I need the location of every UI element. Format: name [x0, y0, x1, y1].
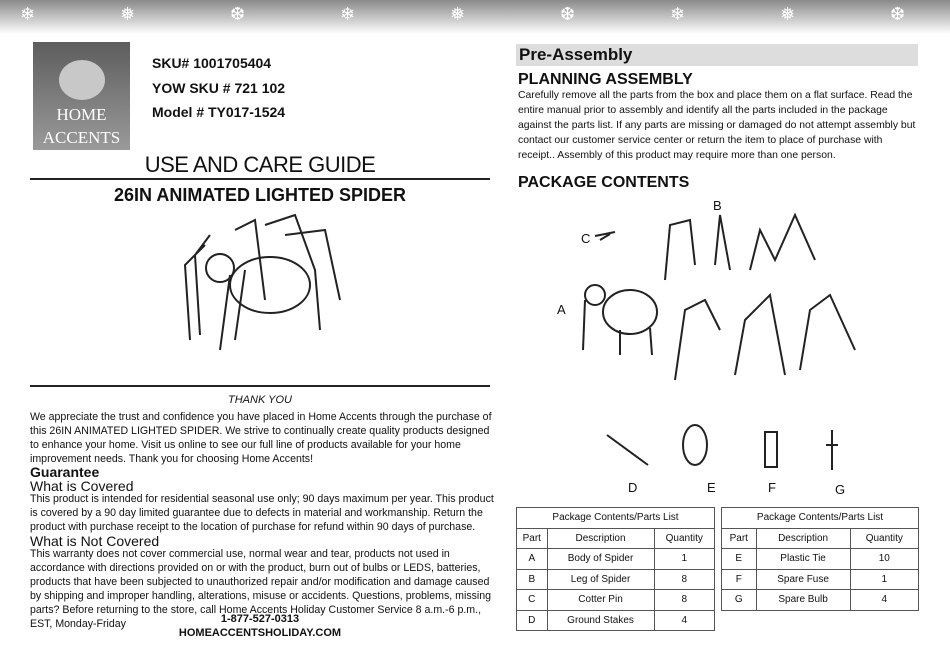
table-row — [517, 569, 715, 590]
cell: Body of Spider — [547, 549, 654, 570]
table-title: Package Contents/Parts List — [517, 508, 715, 529]
cell: Ground Stakes — [547, 610, 654, 631]
table-row — [517, 610, 715, 631]
cell: Spare Bulb — [756, 590, 850, 611]
not-covered-text: This warranty does not cover commercial use, normal wear and tear, products not used in accordance with directions provided on or with the product, burn out of bulbs or LEDS, batteries, products that have been subjected to unauthorized repair and/or modification and damage caused by shipping and improper handling, alterations, misuse or accidents. Questions, problems, missing parts? Before returning to the store, call Home Accents Holiday Customer Service 8 a.m.-6 p.m., EST, Monday-Friday — [30, 548, 492, 630]
guarantee-heading: Guarantee — [30, 464, 100, 480]
cell: Leg of Spider — [547, 569, 654, 590]
cell: 8 — [654, 569, 714, 590]
cell: Plastic Tie — [756, 549, 850, 570]
cell: G — [722, 590, 757, 611]
label-c: C — [581, 231, 591, 246]
col-description: Description — [756, 528, 850, 549]
cell: C — [517, 590, 548, 611]
cell: 4 — [850, 590, 918, 611]
phone: 1-877-527-0313 — [220, 613, 300, 625]
col-part: Part — [722, 528, 757, 549]
parts-illustration — [570, 200, 920, 480]
divider — [30, 385, 490, 387]
cell: Spare Fuse — [756, 569, 850, 590]
product-name: 26IN ANIMATED LIGHTED SPIDER — [113, 185, 407, 205]
planning-text: Carefully remove all the parts from the box and place them on a flat surface. Read the entire manual prior to assembly and identify all the parts included in the package against the parts list. If any parts are missing or damaged do not attempt assembly but contact our customer service center or return the item to place of purchase with receipt.. Assembly of this product may require more than one person. — [518, 90, 916, 161]
cell: D — [517, 610, 548, 631]
thank-you: THANK YOU — [228, 394, 292, 406]
cell: 1 — [654, 549, 714, 570]
col-part: Part — [517, 528, 548, 549]
parts-table-1 — [516, 507, 715, 631]
not-covered-heading: What is Not Covered — [30, 533, 160, 549]
pumpkin-cat-icon — [59, 60, 105, 100]
cell: 10 — [850, 549, 918, 570]
table-row — [517, 549, 715, 570]
covered-heading: What is Covered — [30, 478, 134, 494]
label-f: F — [768, 480, 776, 495]
table-row — [722, 569, 919, 590]
cell: Cotter Pin — [547, 590, 654, 611]
guide-title: USE AND CARE GUIDE — [144, 152, 376, 177]
col-description: Description — [547, 528, 654, 549]
cell: E — [722, 549, 757, 570]
label-a: A — [557, 302, 566, 317]
table-row — [722, 549, 919, 570]
cell: F — [722, 569, 757, 590]
cell: 4 — [654, 610, 714, 631]
label-e: E — [707, 480, 716, 495]
covered-text: This product is intended for residential seasonal use only; 90 days maximum per year. This product is covered by a 90 day limited guarantee due to defects in material and workmanship. Return the product with purchase receipt to the location of purchase for refund within 90 days of purchase. — [30, 493, 494, 533]
model-number: Model # TY017-1524 — [152, 104, 286, 120]
logo-text-home: HOME — [56, 105, 107, 124]
parts-table-2 — [721, 507, 919, 611]
intro-text: We appreciate the trust and confidence you have placed in Home Accents through the purchase of this 26IN ANIMATED LIGHTED SPIDER. We strive to continually create quality products designed to enhance your home. Visit us online to see our full line of products available for your home improvement needs. Thank you for choosing Home Accents! — [30, 411, 492, 465]
cell: 8 — [654, 590, 714, 611]
cell: B — [517, 569, 548, 590]
section-title: Pre-Assembly — [516, 44, 918, 66]
website[interactable]: HOMEACCENTSHOLIDAY.COM — [178, 627, 342, 639]
home-accents-logo — [33, 42, 130, 150]
col-quantity: Quantity — [850, 528, 918, 549]
label-g: G — [835, 482, 846, 497]
snowflake-banner: ❄ ❅ ❆ ❄ ❅ ❆ ❄ ❅ ❆ — [0, 0, 950, 34]
table-title: Package Contents/Parts List — [722, 508, 919, 529]
label-d: D — [628, 480, 638, 495]
cell: A — [517, 549, 548, 570]
logo-text-accents: ACCENTS — [42, 128, 121, 147]
table-row — [722, 590, 919, 611]
label-b: B — [713, 198, 722, 213]
spider-illustration — [175, 210, 345, 360]
sku: SKU# 1001705404 — [152, 55, 272, 71]
col-quantity: Quantity — [654, 528, 714, 549]
planning-heading: PLANNING ASSEMBLY — [518, 71, 693, 88]
cell: 1 — [850, 569, 918, 590]
divider — [30, 178, 490, 180]
table-row — [517, 590, 715, 611]
yow-sku: YOW SKU # 721 102 — [152, 80, 286, 96]
contents-heading: PACKAGE CONTENTS — [518, 174, 690, 191]
